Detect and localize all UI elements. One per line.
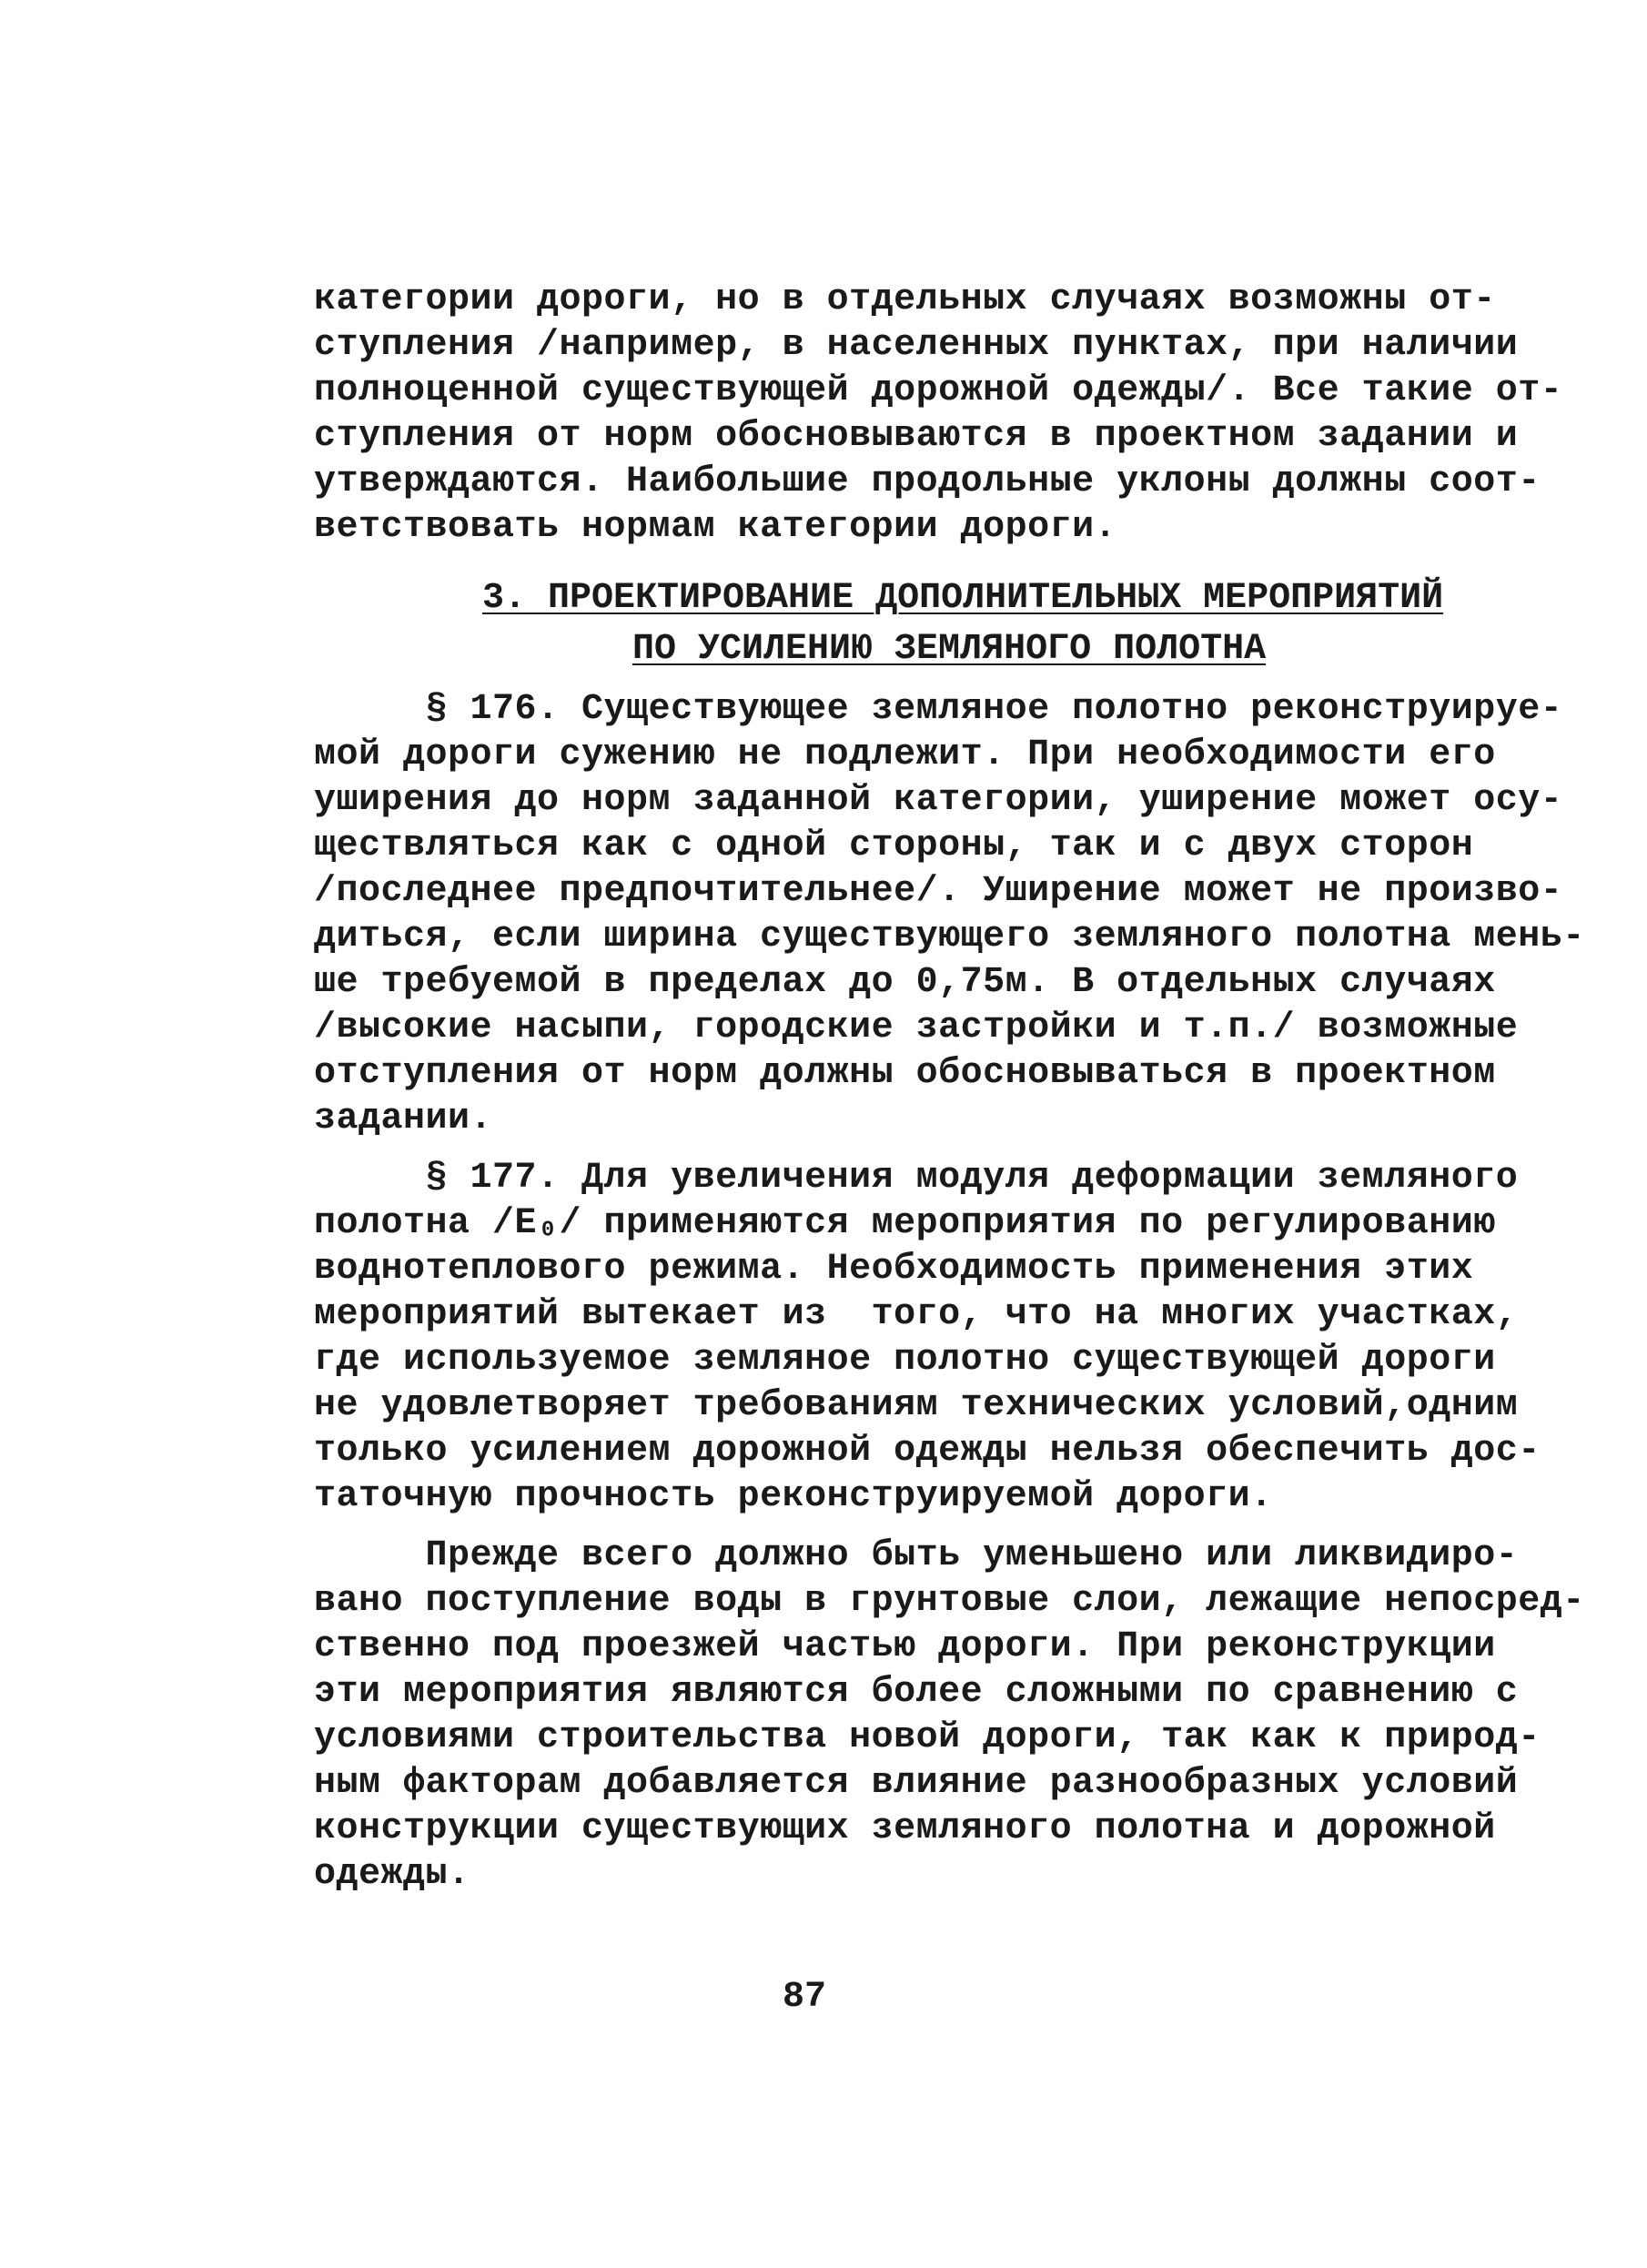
text-line: ным факторам добавляется влияние разнообразных условий [314, 1763, 1519, 1804]
text-line: мероприятий вытекает из того, что на многих участках, [314, 1294, 1519, 1335]
section-heading [482, 573, 1444, 675]
text-line: только усилением дорожной одежды нельзя обеспечить дос- [314, 1431, 1541, 1472]
text-line: полноценной существующей дорожной одежды/. Все такие от- [314, 370, 1563, 411]
text-line: Прежде всего должно быть уменьшено или ликвидиро- [314, 1535, 1519, 1576]
text-line: одежды. [314, 1854, 470, 1895]
text-line: воднотеплового режима. Необходимость применения этих [314, 1249, 1474, 1290]
text-line: задании. [314, 1099, 493, 1139]
text-line: полотна /E₀/ применяются мероприятия по регулированию [314, 1203, 1496, 1244]
section-heading-line-2: ПО УСИЛЕНИЮ ЗЕМЛЯНОГО ПОЛОТНА [632, 629, 1267, 670]
text-line: ветствовать нормам категории дороги. [314, 507, 1117, 548]
text-line: где используемое земляное полотно существующей дороги [314, 1340, 1496, 1381]
paragraph-176 [314, 687, 1585, 1142]
text-line: /последнее предпочтительнее/. Уширение может не произво- [314, 871, 1563, 912]
text-line: § 176. Существующее земляное полотно реконструируе- [314, 689, 1563, 730]
paragraph-177 [314, 1156, 1541, 1520]
text-line: условиями строительства новой дороги, так как к природ- [314, 1717, 1541, 1758]
text-line: § 177. Для увеличения модуля деформации земляного [314, 1158, 1519, 1199]
text-line: таточную прочность реконструируемой дороги. [314, 1476, 1273, 1517]
text-line: конструкции существующих земляного полотна и дорожной [314, 1808, 1496, 1849]
page-number: 87 [783, 1977, 827, 2018]
text-line: /высокие насыпи, городские застройки и т.п./ возможные [314, 1007, 1519, 1048]
text-line: уширения до норм заданной категории, уширение может осу- [314, 780, 1563, 821]
text-line: диться, если ширина существующего земляного полотна мень- [314, 916, 1585, 957]
paragraph-top [314, 278, 1563, 551]
text-line: ственно под проезжей частью дороги. При реконструкции [314, 1626, 1496, 1667]
section-heading-line-1: 3. ПРОЕКТИРОВАНИЕ ДОПОЛНИТЕЛЬНЫХ МЕРОПРИЯТИЙ [482, 578, 1444, 619]
text-line: эти мероприятия являются более сложными по сравнению с [314, 1672, 1519, 1713]
text-line: категории дороги, но в отдельных случаях возможны от- [314, 279, 1496, 320]
text-line: ше требуемой в пределах до 0,75м. В отдельных случаях [314, 962, 1496, 1003]
paragraph-water [314, 1534, 1585, 1898]
text-line: вано поступление воды в грунтовые слои, лежащие непосред- [314, 1581, 1585, 1622]
text-line: мой дороги сужению не подлежит. При необходимости его [314, 734, 1496, 775]
text-line: не удовлетворяет требованиям технических условий,одним [314, 1385, 1519, 1426]
text-line: утверждаются. Наибольшие продольные уклоны должны соот- [314, 461, 1541, 502]
text-line: ществляться как с одной стороны, так и с двух сторон [314, 825, 1474, 866]
text-line: ступления /например, в населенных пунктах, при наличии [314, 325, 1519, 366]
text-line: отступления от норм должны обосновываться в проектном [314, 1053, 1496, 1094]
text-line: ступления от норм обосновываются в проектном задании и [314, 416, 1519, 457]
